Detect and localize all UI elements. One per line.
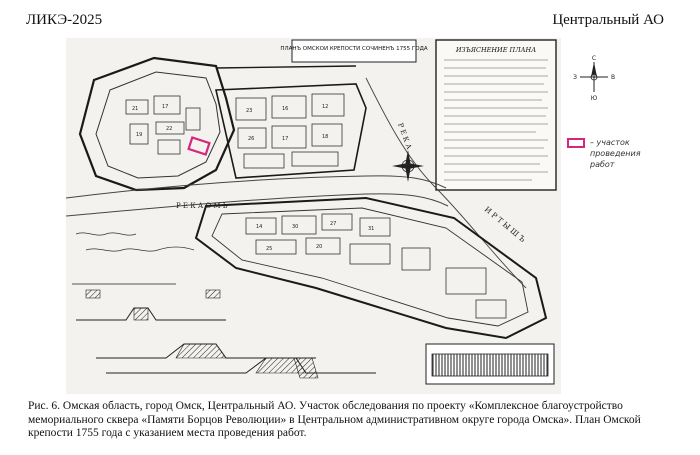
map-profile-sections: [72, 284, 376, 378]
work-area-legend-swatch: [567, 138, 585, 148]
compass-west: З: [573, 74, 577, 81]
map-drawing: [66, 38, 561, 394]
map-scale-bar: [432, 354, 548, 376]
old-fortress-inner: [96, 72, 220, 178]
compass-icon: [570, 52, 618, 102]
svg-text:16: 16: [282, 106, 289, 112]
svg-text:18: 18: [322, 134, 329, 140]
river-reka-label: Р Е К А: [396, 121, 413, 151]
compass-east: В: [610, 74, 616, 81]
old-fortress-outline: [80, 58, 234, 190]
svg-text:17: 17: [282, 136, 289, 142]
header-left-label: ЛИКЭ-2025: [26, 12, 103, 28]
svg-text:22: 22: [166, 126, 173, 132]
svg-text:19: 19: [136, 132, 143, 138]
svg-text:12: 12: [322, 104, 329, 110]
historical-fortress-map: [66, 38, 561, 394]
map-compass-rose: [392, 150, 424, 182]
svg-text:23: 23: [246, 108, 253, 114]
map-handwritten-notes: [76, 233, 194, 251]
river-om-label: Р Е К А О М Ь: [176, 202, 228, 210]
work-area-legend-text: – участок проведения работ: [590, 138, 641, 169]
map-legend-panel: [436, 40, 556, 190]
river-om: [66, 176, 446, 198]
map-title: ПЛАНЪ ОМСКОИ КРЕПОСТИ СОЧИНЕНЪ 1755 ГОДА: [280, 46, 428, 52]
svg-text:25: 25: [266, 246, 273, 252]
svg-text:26: 26: [248, 136, 255, 142]
map-legend-title: ИЗЪЯСНЕНИЕ ПЛАНА: [455, 46, 537, 54]
svg-text:31: 31: [368, 226, 375, 232]
compass-south: Ю: [590, 95, 598, 102]
fortification-line-top: [216, 66, 356, 68]
svg-text:30: 30: [292, 224, 299, 230]
compass-north: С: [591, 55, 597, 62]
svg-text:17: 17: [162, 104, 169, 110]
svg-text:20: 20: [316, 244, 323, 250]
work-area-highlight: [189, 138, 210, 155]
figure-caption: Рис. 6. Омская область, город Омск, Центральный АО. Участок обследования по проекту «Комплексное благоустройство мемориального сквера «Памяти Борцов Революции» в Центральном административном округе города Омска». План Омской крепости 1755 года с указанием места проведения работ.: [28, 400, 641, 439]
svg-text:14: 14: [256, 224, 263, 230]
svg-text:21: 21: [132, 106, 139, 112]
svg-text:27: 27: [330, 221, 337, 227]
river-irtysh-label: И Р Т Ы Ш Ъ: [482, 204, 528, 244]
new-fortress-buildings: [246, 214, 506, 318]
header-right-label: Центральный АО: [552, 12, 664, 28]
